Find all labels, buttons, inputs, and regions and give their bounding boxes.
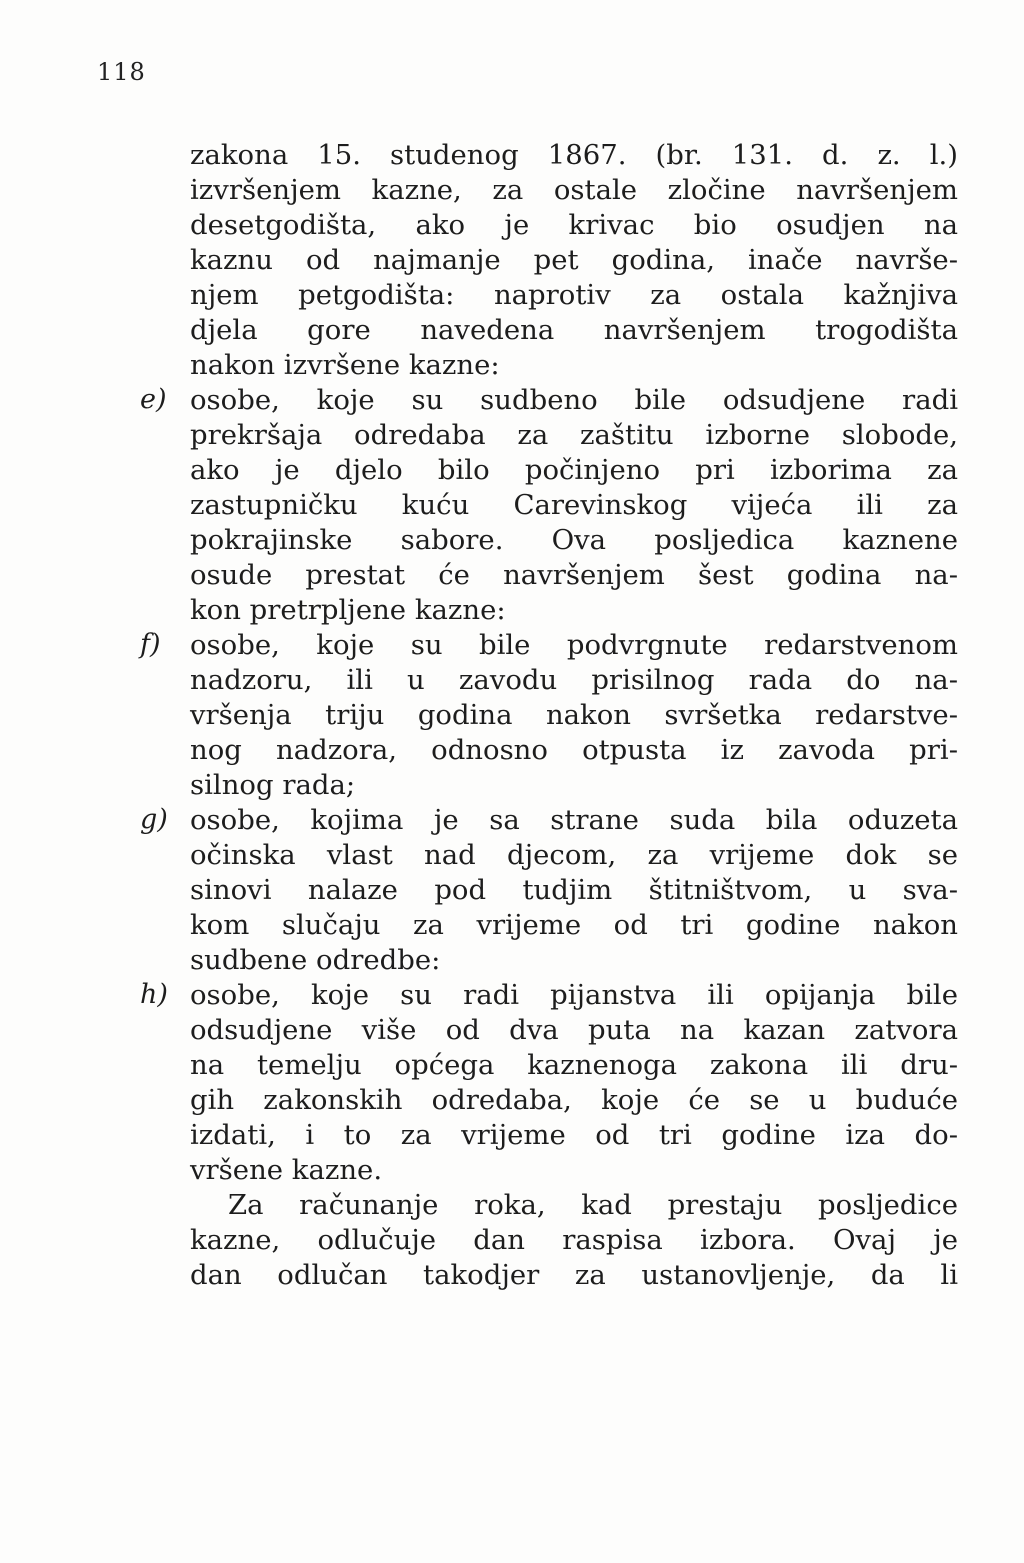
list-marker: h)	[140, 979, 168, 1010]
text-line: na temelju općega kaznenoga zakona ili dru-	[190, 1049, 958, 1081]
text-line: djela gore navedena navršenjem trogodišta	[190, 314, 958, 346]
text-line: dan odlučan takodjer za ustanovljenje, da li	[190, 1259, 958, 1291]
page-number: 118	[97, 58, 146, 86]
text-line: kaznu od najmanje pet godina, inače navrše-	[190, 244, 958, 276]
text-line: gih zakonskih odredaba, koje će se u buduće	[190, 1084, 958, 1116]
list-marker: g)	[140, 804, 168, 835]
text-line: osobe, koje su sudbeno bile odsudjene radi	[190, 384, 958, 416]
text-line: osobe, koje su radi pijanstva ili opijanja bile	[190, 979, 958, 1011]
text-line: vršenja triju godina nakon svršetka redarstve-	[190, 699, 958, 731]
text-line: Za računanje roka, kad prestaju posljedice	[228, 1189, 958, 1221]
text-line: ako je djelo bilo počinjeno pri izborima za	[190, 454, 958, 486]
text-line: očinska vlast nad djecom, za vrijeme dok se	[190, 839, 958, 871]
text-line: vršene kazne.	[190, 1154, 383, 1186]
list-marker: f)	[140, 629, 161, 660]
list-marker: e)	[140, 384, 167, 415]
text-line: prekršaja odredaba za zaštitu izborne slobode,	[190, 419, 958, 451]
text-line: sudbene odredbe:	[190, 944, 441, 976]
text-line: osobe, kojima je sa strane suda bila oduzeta	[190, 804, 958, 836]
text-line: sinovi nalaze pod tudjim štitništvom, u sva-	[190, 874, 958, 906]
text-line: kom slučaju za vrijeme od tri godine nakon	[190, 909, 958, 941]
text-line: osude prestat će navršenjem šest godina na-	[190, 559, 958, 591]
text-line: zakona 15. studenog 1867. (br. 131. d. z. l.)	[190, 139, 958, 171]
text-line: njem petgodišta: naprotiv za ostala kažnjiva	[190, 279, 958, 311]
text-line: izvršenjem kazne, za ostale zločine navršenjem	[190, 174, 958, 206]
text-line: nakon izvršene kazne:	[190, 349, 500, 381]
text-line: osobe, koje su bile podvrgnute redarstvenom	[190, 629, 958, 661]
text-line: silnog rada;	[190, 769, 356, 801]
text-line: nadzoru, ili u zavodu prisilnog rada do na-	[190, 664, 958, 696]
text-line: kazne, odlučuje dan raspisa izbora. Ovaj je	[190, 1224, 958, 1256]
text-line: pokrajinske sabore. Ova posljedica kaznene	[190, 524, 958, 556]
text-line: desetgodišta, ako je krivac bio osudjen na	[190, 209, 958, 241]
text-line: kon pretrpljene kazne:	[190, 594, 506, 626]
text-line: izdati, i to za vrijeme od tri godine iza do-	[190, 1119, 958, 1151]
text-line: nog nadzora, odnosno otpusta iz zavoda pri-	[190, 734, 958, 766]
text-line: zastupničku kuću Carevinskog vijeća ili za	[190, 489, 958, 521]
text-line: odsudjene više od dva puta na kazan zatvora	[190, 1014, 958, 1046]
